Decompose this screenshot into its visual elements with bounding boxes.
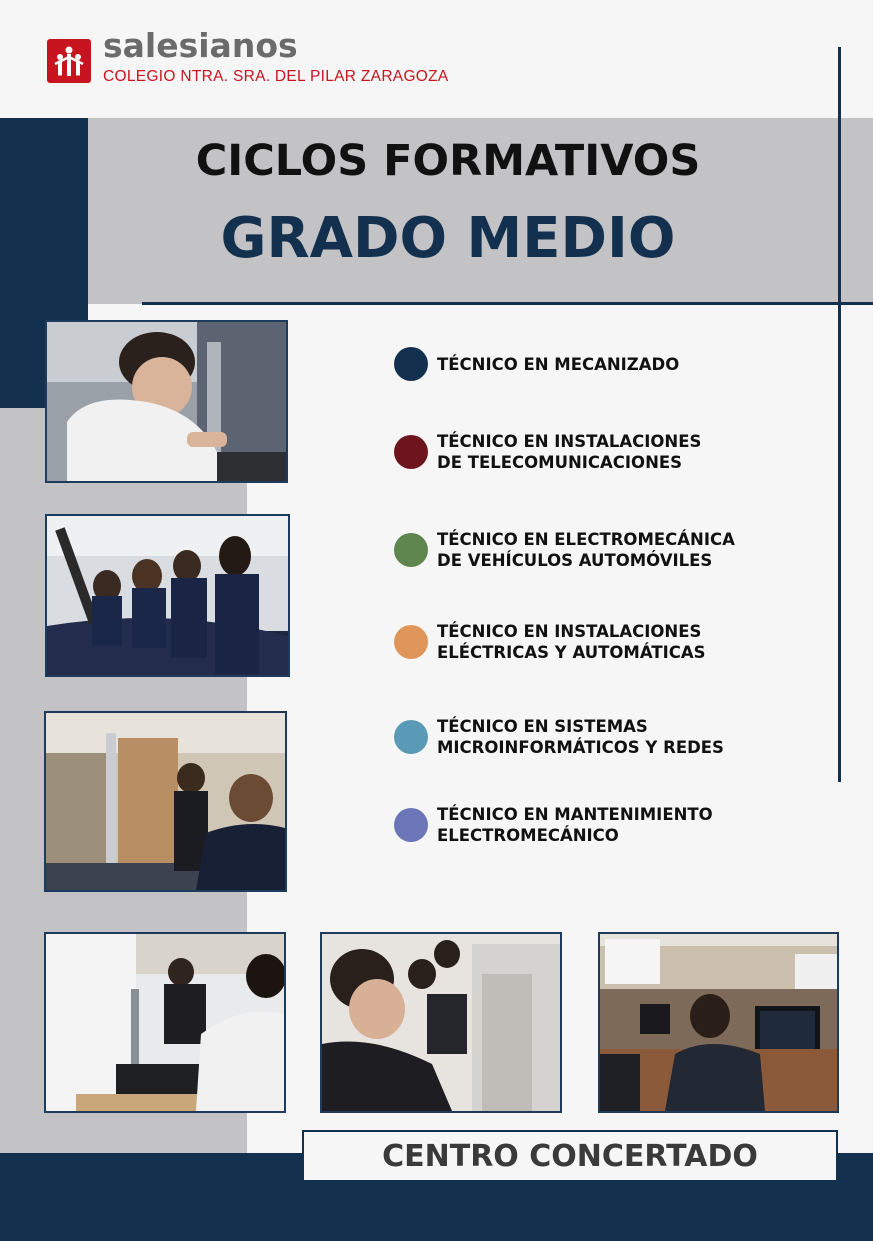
course-item [394,347,777,381]
brand-subtitle: COLEGIO NTRA. SRA. DEL PILAR ZARAGOZA [103,68,449,85]
course-dot [394,720,428,754]
course-title: TÉCNICO EN MANTENIMIENTO [437,805,713,824]
horizontal-divider [142,302,873,305]
course-title: MICROINFORMÁTICOS Y REDES [437,738,724,757]
course-title: TÉCNICO EN SISTEMAS [437,717,648,736]
photo-instalaciones [44,711,287,892]
course-title: ELÉCTRICAS Y AUTOMÁTICAS [437,643,706,662]
photo-taller-1 [44,932,286,1113]
course-item [394,804,777,846]
course-item [394,716,777,758]
course-title: TÉCNICO EN ELECTROMECÁNICA [437,530,735,549]
course-dot [394,625,428,659]
course-title: TÉCNICO EN INSTALACIONES [437,622,702,641]
course-title: ELECTROMECÁNICO [437,826,619,845]
course-dot [394,808,428,842]
photo-electromecanica [45,514,290,677]
course-item [394,529,777,571]
course-title: TÉCNICO EN MECANIZADO [437,354,680,374]
course-item [394,431,777,473]
photo-mecanizado [45,320,288,483]
course-dot [394,533,428,567]
salesianos-logo-icon [47,39,91,83]
page-title: CICLOS FORMATIVOS [195,136,701,186]
vertical-divider [838,47,841,782]
course-title: DE VEHÍCULOS AUTOMÓVILES [437,551,713,570]
photo-taller-2 [320,932,562,1113]
course-item [394,621,777,663]
page-subtitle: GRADO MEDIO [220,206,676,271]
photo-informatica [598,932,839,1113]
course-title: TÉCNICO EN INSTALACIONES [437,432,702,451]
centro-concertado-badge: CENTRO CONCERTADO [302,1130,838,1182]
brand-name: salesianos [103,26,298,65]
course-dot [394,435,428,469]
course-title: DE TELECOMUNICACIONES [437,453,683,472]
course-dot [394,347,428,381]
